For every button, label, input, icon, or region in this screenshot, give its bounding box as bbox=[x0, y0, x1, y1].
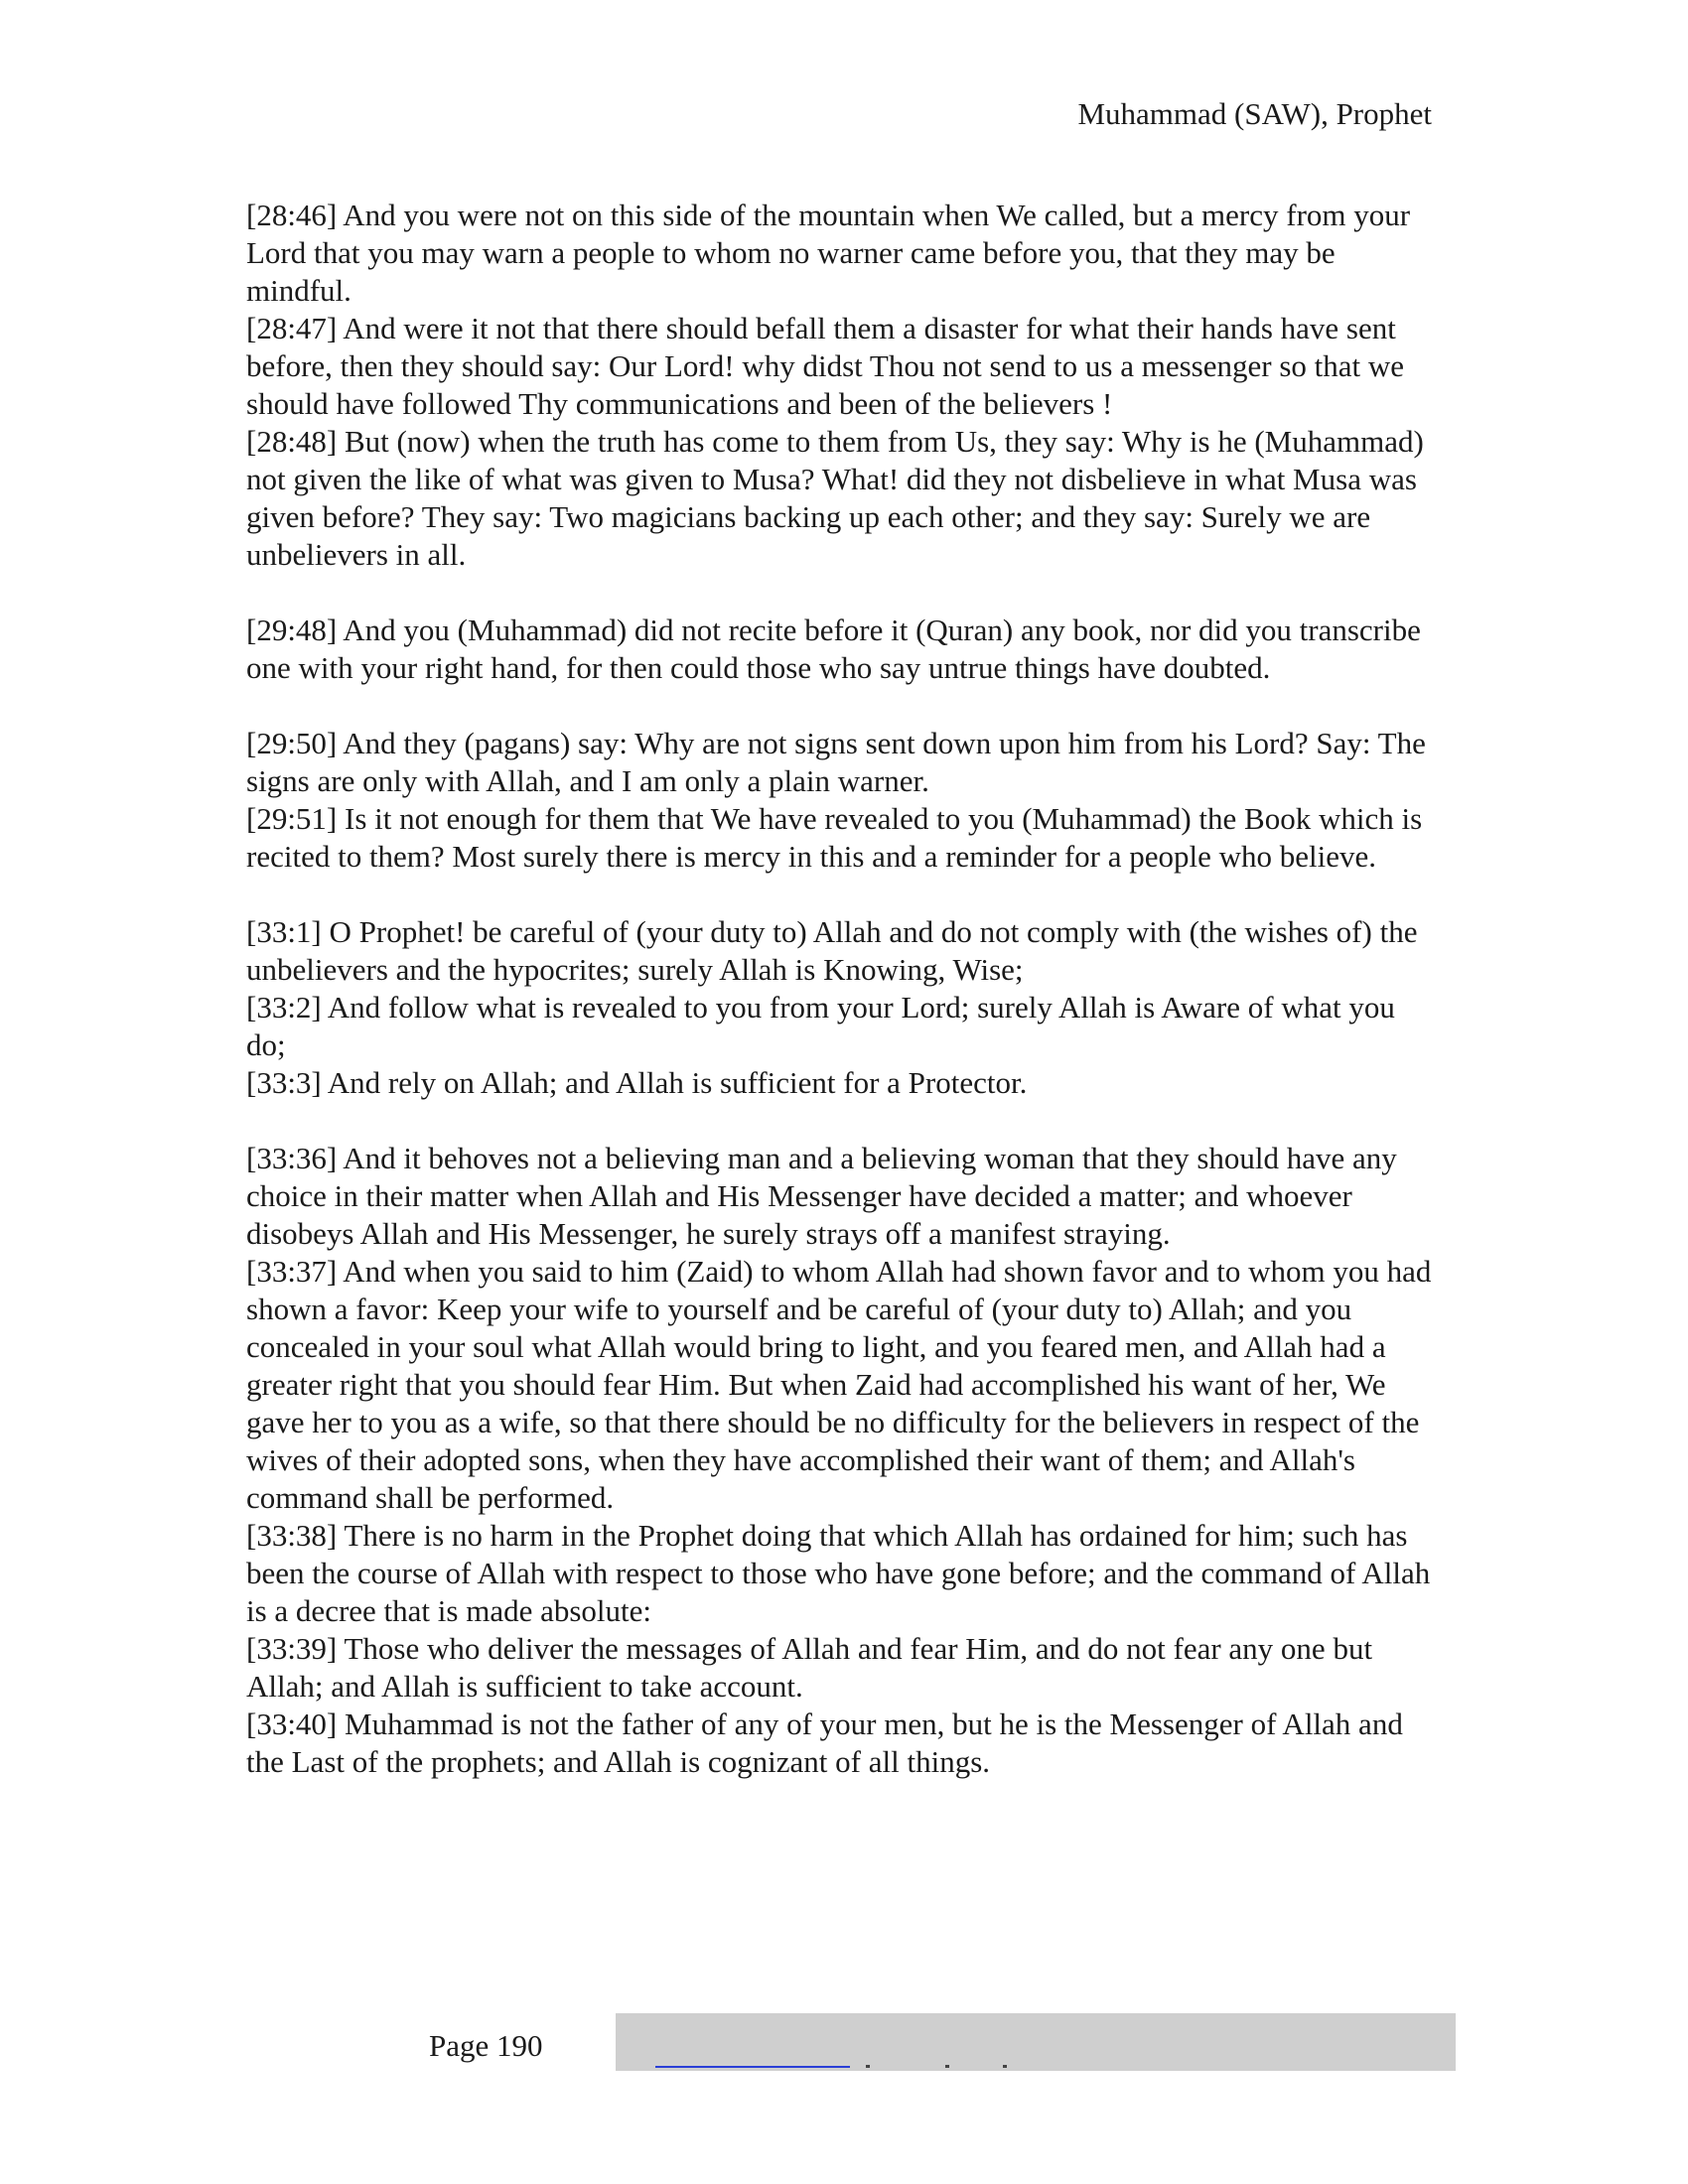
verse-28-46: [28:46] And you were not on this side of the mountain when We called, but a mercy from your Lord that you may warn a people to whom no warner came before you, that they may be mindful. bbox=[246, 198, 1411, 308]
verse-33-39: [33:39] Those who deliver the messages of Allah and fear Him, and do not fear any one but Allah; and Allah is sufficient to take account. bbox=[246, 1631, 1373, 1704]
footer-dot-mark bbox=[866, 2065, 870, 2068]
paragraph-29-50 bbox=[246, 725, 1438, 876]
footer-gray-bar bbox=[616, 2013, 1456, 2071]
paragraph-33-36 bbox=[246, 1140, 1438, 1781]
verse-29-50: [29:50] And they (pagans) say: Why are not signs sent down upon him from his Lord? Say: The signs are only with Allah, and I am only a plain warner. bbox=[246, 726, 1426, 798]
verse-28-47: [28:47] And were it not that there should befall them a disaster for what their hands have sent before, then they should say: Our Lord! why didst Thou not send to us a messenger so that we should have followed Thy communications and been of the believers ! bbox=[246, 311, 1405, 421]
footer-dot-mark bbox=[945, 2065, 949, 2068]
paragraph-surah-28 bbox=[246, 197, 1438, 574]
verse-33-36: [33:36] And it behoves not a believing man and a believing woman that they should have any choice in their matter when Allah and His Messenger have decided a matter; and whoever disobeys Allah and His Messenger, he surely strays off a manifest straying. bbox=[246, 1141, 1397, 1251]
verse-33-2: [33:2] And follow what is revealed to you from your Lord; surely Allah is Aware of what you do; bbox=[246, 990, 1395, 1062]
verse-33-40: [33:40] Muhammad is not the father of any of your men, but he is the Messenger of Allah and the Last of the prophets; and Allah is cognizant of all things. bbox=[246, 1706, 1403, 1779]
paragraph-29-48 bbox=[246, 612, 1438, 687]
paragraph-33-1 bbox=[246, 913, 1438, 1102]
verse-28-48: [28:48] But (now) when the truth has come to them from Us, they say: Why is he (Muhammad) not given the like of what was given to Musa? What! did they not disbelieve in what Musa was given before? They say: Two magicians backing up each other; and they say: Surely we are unbelievers in all. bbox=[246, 424, 1424, 572]
footer-dot-mark bbox=[1003, 2065, 1007, 2068]
footer-link-underline[interactable] bbox=[655, 2066, 850, 2068]
verse-29-48: [29:48] And you (Muhammad) did not recite before it (Quran) any book, nor did you transcribe one with your right hand, for then could those who say untrue things have doubted. bbox=[246, 613, 1421, 685]
verse-33-1: [33:1] O Prophet! be careful of (your duty to) Allah and do not comply with (the wishes of) the unbelievers and the hypocrites; surely Allah is Knowing, Wise; bbox=[246, 914, 1418, 987]
running-header-title: Muhammad (SAW), Prophet bbox=[1077, 96, 1432, 131]
verse-33-38: [33:38] There is no harm in the Prophet doing that which Allah has ordained for him; such has been the course of Allah with respect to those who have gone before; and the command of Allah is a decree that is made absolute: bbox=[246, 1518, 1431, 1628]
document-body bbox=[246, 197, 1438, 1819]
page-number: Page 190 bbox=[429, 2028, 543, 2063]
verse-33-37: [33:37] And when you said to him (Zaid) to whom Allah had shown favor and to whom you had shown a favor: Keep your wife to yourself and be careful of (your duty to) Allah; and you concealed in your soul what Allah would bring to light, and you feared men, and Allah had a greater right that you should fear Him. But when Zaid had accomplished his want of her, We gave her to you as a wife, so that there should be no difficulty for the believers in respect of the wives of their adopted sons, when they have accomplished their want of them; and Allah's command shall be performed. bbox=[246, 1254, 1432, 1515]
verse-29-51: [29:51] Is it not enough for them that We have revealed to you (Muhammad) the Book which is recited to them? Most surely there is mercy in this and a reminder for a people who believe. bbox=[246, 801, 1423, 874]
verse-33-3: [33:3] And rely on Allah; and Allah is sufficient for a Protector. bbox=[246, 1065, 1028, 1100]
